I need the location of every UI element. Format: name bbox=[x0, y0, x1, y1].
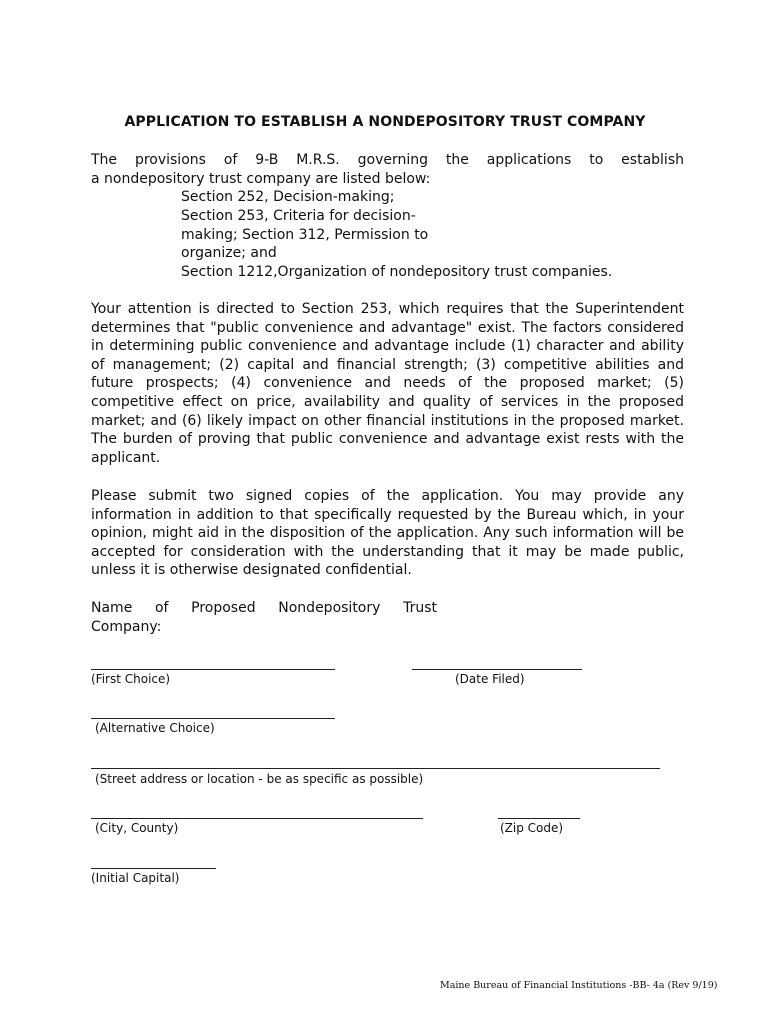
name-label-line-1: Name of Proposed Nondepository Trust bbox=[91, 600, 437, 616]
first-choice-field[interactable] bbox=[91, 669, 335, 670]
submit-paragraph: Please submit two signed copies of the application. You may provide any information in addition to that specifically requested by the Bureau which, in your opinion, might aid in the disposition of the application. Any such information will be accepted for consideration with the understanding that it may be made public, unless it is otherwise designated confidential. bbox=[91, 488, 684, 579]
zip-code-caption: (Zip Code) bbox=[500, 821, 564, 835]
initial-capital-caption: (Initial Capital) bbox=[91, 871, 180, 885]
date-filed-field[interactable] bbox=[412, 669, 582, 670]
section-list-item: organize; and bbox=[181, 245, 277, 261]
alternative-choice-field[interactable] bbox=[91, 718, 335, 719]
attention-paragraph: Your attention is directed to Section 253, which requires that the Superintendent determines that "public convenience and advantage" exist. The factors considered in determining public convenience and advantage include (1) character and ability of management; (2) capital and financial strength; (3) competitive abilities and future prospects; (4) convenience and needs of the proposed market; (5) competitive effect on price, availability and quality of services in the proposed market; and (6) likely impact on other financial institutions in the proposed market. The burden of proving that public convenience and advantage exist rests with the applicant. bbox=[91, 301, 684, 466]
initial-capital-field[interactable] bbox=[91, 868, 216, 869]
page-title: APPLICATION TO ESTABLISH A NONDEPOSITORY TRUST COMPANY bbox=[124, 114, 646, 130]
name-label-line-2: Company: bbox=[91, 619, 162, 635]
alternative-choice-caption: (Alternative Choice) bbox=[95, 721, 215, 735]
first-choice-caption: (First Choice) bbox=[91, 672, 171, 686]
intro-line-2: a nondepository trust company are listed below: bbox=[91, 171, 431, 187]
section-list-item: making; Section 312, Permission to bbox=[181, 227, 429, 243]
date-filed-caption: (Date Filed) bbox=[455, 672, 525, 686]
section-list-item: Section 1212,Organization of nondepository trust companies. bbox=[181, 264, 613, 280]
street-address-caption: (Street address or location - be as specific as possible) bbox=[95, 772, 424, 786]
section-list-item: Section 252, Decision-making; bbox=[181, 189, 395, 205]
street-address-field[interactable] bbox=[91, 768, 660, 769]
footer-form-id: Maine Bureau of Financial Institutions -BB- 4a (Rev 9/19) bbox=[440, 980, 718, 991]
zip-code-field[interactable] bbox=[498, 818, 580, 819]
city-county-field[interactable] bbox=[91, 818, 423, 819]
intro-line-1: The provisions of 9-B M.R.S. governing the applications to establish bbox=[91, 152, 684, 168]
city-county-caption: (City, County) bbox=[95, 821, 179, 835]
section-list-item: Section 253, Criteria for decision- bbox=[181, 208, 416, 224]
